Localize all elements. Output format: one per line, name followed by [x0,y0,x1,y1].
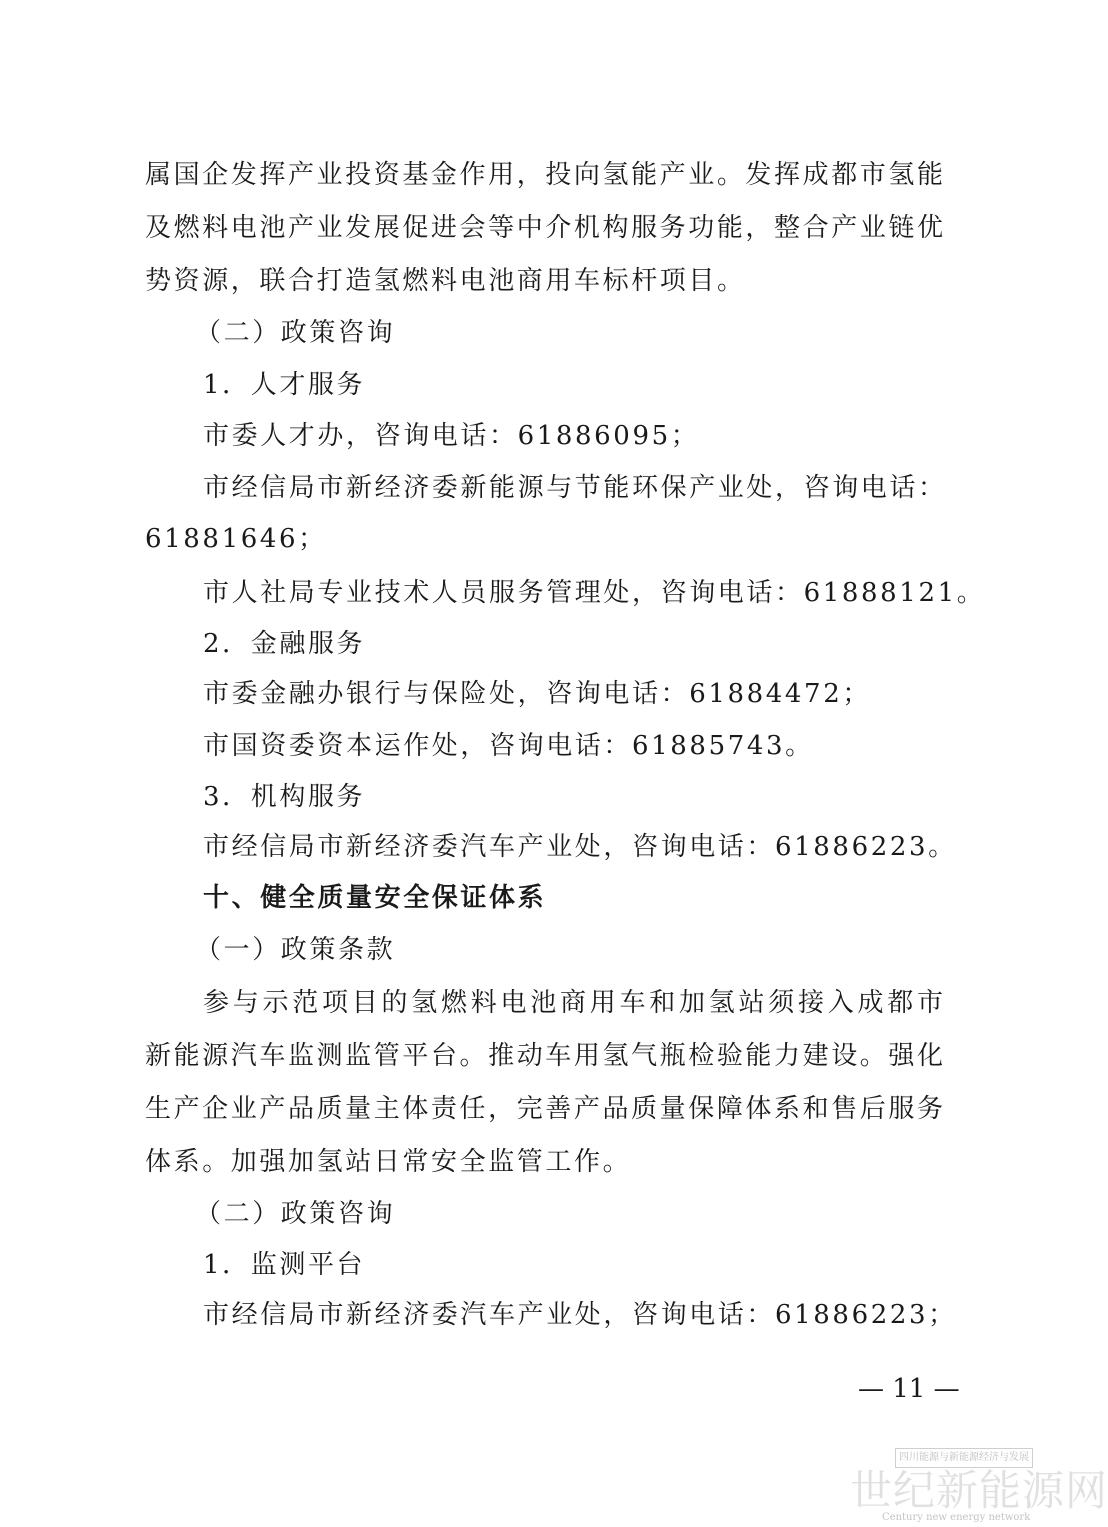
section-title: 十、健全质量安全保证体系 [203,883,547,913]
paragraph-line: 参与示范项目的氢燃料电池商用车和加氢站须接入成都市 [203,988,943,1018]
page-number: — 11 — [858,1374,960,1404]
paragraph-line: 生产企业产品质量主体责任，完善产品质量保障体系和售后服务 [145,1094,943,1124]
contact-line: 市人社局专业技术人员服务管理处，咨询电话：61888121。 [203,578,986,608]
contact-line: 61881646； [145,524,327,554]
contact-line: 市经信局市新经济委新能源与节能环保产业处，咨询电话： [203,473,947,503]
paragraph-line: 体系。加强加氢站日常安全监管工作。 [145,1147,632,1177]
subsection-heading: （二）政策咨询 [195,1199,396,1229]
contact-line: 市委金融办银行与保险处，咨询电话：61884472； [203,679,871,709]
subsection-heading: （二）政策咨询 [195,318,396,348]
contact-line: 市委人才办，咨询电话：61886095； [203,421,700,451]
watermark-logo-text: 世纪新能源网 [850,1466,1108,1515]
contact-line: 市国资委资本运作处，咨询电话：61885743。 [203,731,814,761]
item-title: 1．监测平台 [203,1250,366,1280]
contact-line: 市经信局市新经济委汽车产业处，咨询电话：61886223； [203,1300,957,1330]
paragraph-line: 势资源，联合打造氢燃料电池商用车标杆项目。 [145,266,746,296]
item-title: 1．人才服务 [203,370,366,400]
item-title: 3．机构服务 [203,782,366,812]
paragraph-line: 新能源汽车监测监管平台。推动车用氢气瓶检验能力建设。强化 [145,1041,943,1071]
item-title: 2．金融服务 [203,629,366,659]
subsection-heading: （一）政策条款 [195,935,396,965]
watermark-english-text: Century new energy network [882,1512,1031,1523]
contact-line: 市经信局市新经济委汽车产业处，咨询电话：61886223。 [203,832,957,862]
watermark-box: 四川能源与新能源经济与发展 [895,1448,1033,1468]
paragraph-line: 及燃料电池产业发展促进会等中介机构服务功能，整合产业链优 [145,213,943,243]
paragraph-line: 属国企发挥产业投资基金作用，投向氢能产业。发挥成都市氢能 [145,160,943,190]
